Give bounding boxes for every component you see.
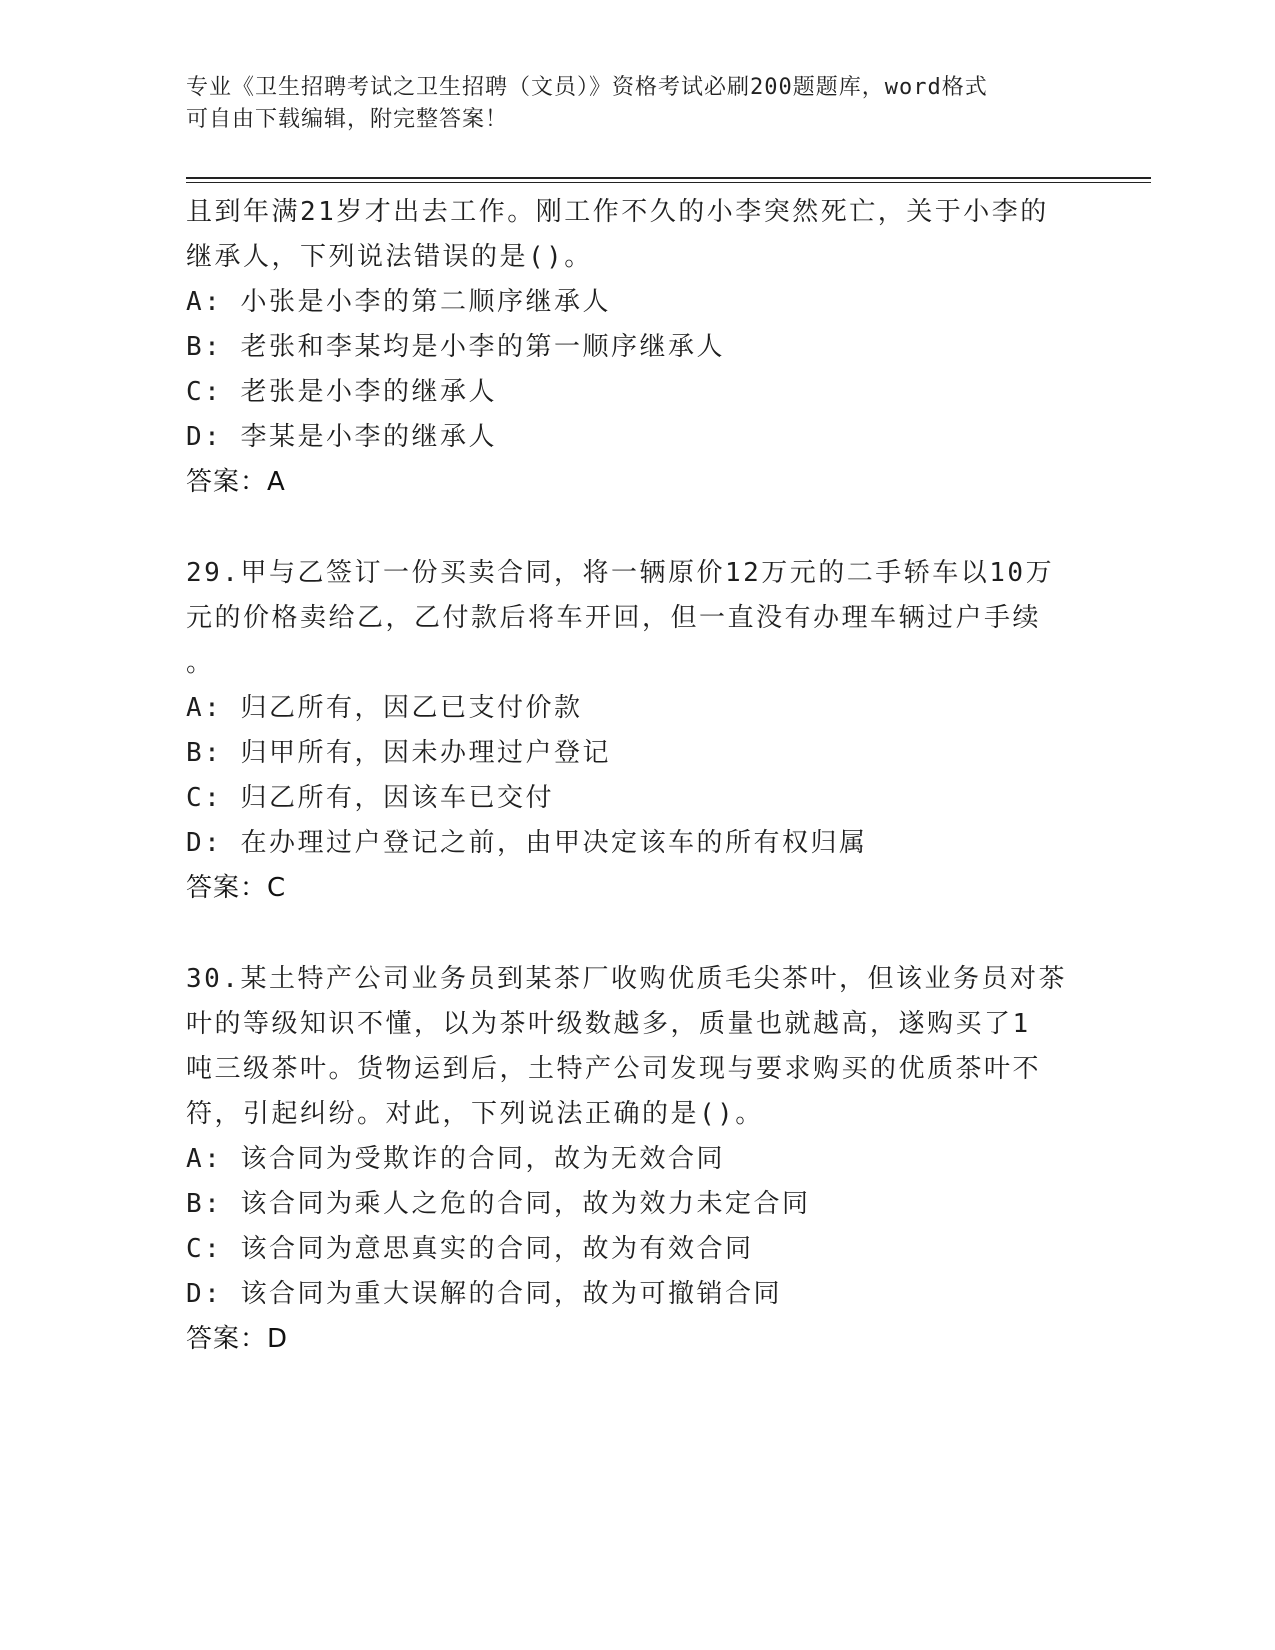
document-header — [186, 72, 1066, 136]
option-a: A: 该合同为受欺诈的合同，故为无效合同 — [186, 1144, 725, 1174]
question-stem-line: 30.某土特产公司业务员到某茶厂收购优质毛尖茶叶，但该业务员对茶 — [186, 964, 1067, 994]
option-b: B: 老张和李某均是小李的第一顺序继承人 — [186, 332, 725, 362]
question-stem-line: 元的价格卖给乙，乙付款后将车开回，但一直没有办理车辆过户手续 — [186, 603, 1042, 633]
question-30 — [186, 957, 1086, 1362]
question-stem-line: 。 — [186, 648, 215, 678]
option-c: C: 该合同为意思真实的合同，故为有效合同 — [186, 1234, 754, 1264]
option-c: C: 归乙所有，因该车已交付 — [186, 783, 554, 813]
option-a: A: 小张是小李的第二顺序继承人 — [186, 287, 611, 317]
header-divider-thick — [186, 177, 1151, 179]
answer-line: 答案：A — [186, 467, 286, 497]
option-c: C: 老张是小李的继承人 — [186, 377, 497, 407]
option-d: D: 李某是小李的继承人 — [186, 422, 497, 452]
question-stem-line: 继承人，下列说法错误的是()。 — [186, 242, 593, 272]
question-28 — [186, 190, 1086, 505]
answer-line: 答案：C — [186, 873, 287, 903]
question-stem-line: 吨三级茶叶。货物运到后，土特产公司发现与要求购买的优质茶叶不 — [186, 1054, 1042, 1084]
header-title-line-1: 专业《卫生招聘考试之卫生招聘（文员）》资格考试必刷200题题库，word格式 — [186, 75, 988, 100]
option-d: D: 在办理过户登记之前，由甲决定该车的所有权归属 — [186, 828, 868, 858]
option-d: D: 该合同为重大误解的合同，故为可撤销合同 — [186, 1279, 782, 1309]
header-divider-thin — [186, 182, 1151, 183]
header-title-line-2: 可自由下载编辑，附完整答案！ — [186, 107, 509, 132]
question-stem-line: 29.甲与乙签订一份买卖合同，将一辆原价12万元的二手轿车以10万 — [186, 558, 1055, 588]
option-a: A: 归乙所有，因乙已支付价款 — [186, 693, 583, 723]
question-29 — [186, 551, 1086, 911]
option-b: B: 归甲所有，因未办理过户登记 — [186, 738, 611, 768]
answer-line: 答案：D — [186, 1324, 289, 1354]
question-list — [186, 190, 1086, 1362]
question-stem-line: 叶的等级知识不懂，以为茶叶级数越多，质量也就越高，遂购买了1 — [186, 1009, 1031, 1039]
option-b: B: 该合同为乘人之危的合同，故为效力未定合同 — [186, 1189, 811, 1219]
question-spacer — [186, 505, 1086, 551]
question-spacer — [186, 911, 1086, 957]
question-stem-line: 符，引起纠纷。对此，下列说法正确的是()。 — [186, 1099, 764, 1129]
question-stem-line: 且到年满21岁才出去工作。刚工作不久的小李突然死亡，关于小李的 — [186, 197, 1049, 227]
